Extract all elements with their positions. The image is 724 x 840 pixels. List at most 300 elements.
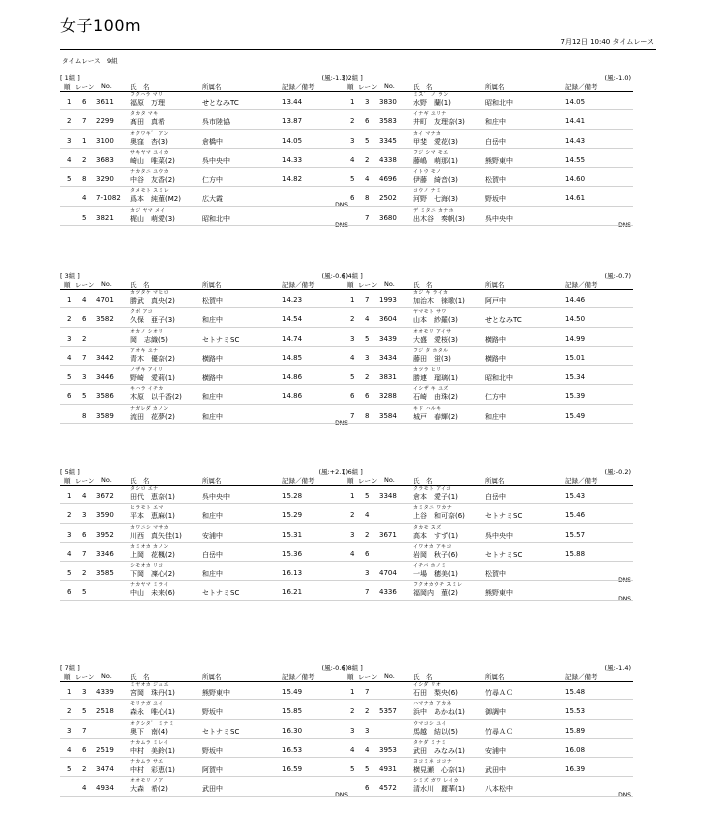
lane: 5 xyxy=(365,492,370,500)
result-time: 15.46 xyxy=(565,511,586,520)
athlete-name: 平本 恵麻(1) xyxy=(130,512,175,521)
col-rank: 順 xyxy=(64,673,71,681)
lane: 1 xyxy=(82,136,87,145)
athlete-kana: フジ シマ モエ xyxy=(413,149,449,156)
col-rank: 順 xyxy=(347,477,354,485)
result-row xyxy=(343,366,633,385)
header-rule xyxy=(60,49,656,50)
rank: 4 xyxy=(67,549,72,558)
team-name: 呉中央中 xyxy=(202,156,230,165)
bib-number: 4934 xyxy=(96,784,114,793)
row-divider xyxy=(343,796,633,797)
team-name: 和庄中 xyxy=(202,512,223,521)
bib-number: 4931 xyxy=(379,765,397,774)
col-name: 氏 名 xyxy=(413,673,433,681)
row-divider xyxy=(60,796,350,797)
col-name: 氏 名 xyxy=(413,281,433,289)
athlete-name: 爲本 純菫(M2) xyxy=(130,195,181,204)
lane: 2 xyxy=(365,155,370,164)
athlete-kana: イチバ ホノミ xyxy=(413,563,447,570)
team-name: 阿賀中 xyxy=(202,766,223,775)
result-row xyxy=(60,149,350,168)
team-name: 野坂中 xyxy=(485,195,506,204)
athlete-kana: ミス゛ ノ ラン xyxy=(413,92,449,98)
athlete-kana: キド ハルキ xyxy=(413,405,442,412)
team-name: 熊野東中 xyxy=(202,689,230,697)
athlete-name: 奥窪 杏(3) xyxy=(130,137,168,146)
result-row xyxy=(343,187,633,206)
result-time: 14.54 xyxy=(282,315,303,324)
result-time: 14.41 xyxy=(565,117,586,126)
athlete-name: 甲斐 愛花(3) xyxy=(413,137,458,146)
athlete-kana: ヒラモト エマ xyxy=(130,505,164,512)
athlete-kana: ミヤオカ ジュエ xyxy=(130,682,169,688)
column-header-row xyxy=(60,476,350,485)
athlete-name: 崎山 唯菜(2) xyxy=(130,156,175,165)
result-time: 15.49 xyxy=(565,411,586,420)
heat-header xyxy=(343,464,633,485)
team-name: 和庄中 xyxy=(202,393,223,402)
athlete-name: 久保 亜子(3) xyxy=(130,316,175,325)
result-time: 15.49 xyxy=(282,688,303,696)
lane: 2 xyxy=(365,530,370,539)
bib-number: 3434 xyxy=(379,353,397,362)
lane: 3 xyxy=(82,373,87,382)
bib-number: 3288 xyxy=(379,392,397,401)
rank: 1 xyxy=(67,98,72,106)
result-row xyxy=(60,347,350,366)
col-result: 記録／備考 xyxy=(565,83,598,91)
result-time: 14.61 xyxy=(565,194,586,203)
result-row xyxy=(343,543,633,562)
lane: 2 xyxy=(365,373,370,382)
athlete-name: 勝連 瑠璃(1) xyxy=(413,374,458,383)
team-name: 和庄中 xyxy=(485,118,506,127)
bib-number: 3582 xyxy=(96,315,114,324)
bib-number: 3290 xyxy=(96,175,114,184)
heat-header xyxy=(343,70,633,91)
col-team: 所属名 xyxy=(202,673,222,681)
athlete-kana: カツラ ヒリ xyxy=(413,367,442,374)
col-result: 記録／備考 xyxy=(282,281,315,289)
team-name: せとなみTC xyxy=(202,99,239,107)
athlete-kana: オカノ シオリ xyxy=(130,328,164,335)
bib-number: 3604 xyxy=(379,315,397,324)
athlete-name: 伊藤 綺音(3) xyxy=(413,176,458,185)
result-row xyxy=(60,187,350,210)
result-time: 15.29 xyxy=(282,511,303,520)
bib-number: 3821 xyxy=(96,213,114,222)
col-rank: 順 xyxy=(64,477,71,485)
bib-number: 3442 xyxy=(96,353,114,362)
team-name: 松賀中 xyxy=(202,297,223,305)
athlete-name: 上谷 和可奈(6) xyxy=(413,512,465,521)
wind-reading: (風:-0.7) xyxy=(604,272,631,280)
athlete-kana: アオキ ユナ xyxy=(130,347,159,354)
rank: 1 xyxy=(350,296,355,304)
col-name: 氏 名 xyxy=(413,477,433,485)
team-name: 野坂中 xyxy=(202,746,223,755)
team-name: 阿戸中 xyxy=(485,297,506,305)
race-subtitle: タイムレース 9組 xyxy=(62,57,118,65)
athlete-kana: ノザキ アイリ xyxy=(130,367,164,374)
team-name: 和庄中 xyxy=(202,316,223,325)
col-team: 所属名 xyxy=(485,477,505,485)
athlete-kana: フクオカウチ スミレ xyxy=(413,582,463,589)
col-no: No. xyxy=(384,280,395,288)
result-row xyxy=(60,308,350,327)
athlete-name: 一場 穂美(1) xyxy=(413,570,458,579)
page-title: 女子100m xyxy=(60,16,142,35)
rank: 4 xyxy=(350,353,355,362)
wind-reading: (風:-1.4) xyxy=(604,664,631,672)
athlete-kana: ナカムラ ミレイ xyxy=(130,739,169,746)
athlete-name: 木原 以千香(2) xyxy=(130,393,182,402)
bib-number: 3680 xyxy=(379,213,397,222)
result-time: 15.28 xyxy=(282,492,303,500)
lane: 3 xyxy=(365,726,370,735)
result-time: 14.60 xyxy=(565,175,586,184)
athlete-name: 野崎 愛莉(1) xyxy=(130,374,175,383)
athlete-kana: オクワキ゛ アン xyxy=(130,130,169,137)
team-name: 広大霞 xyxy=(202,195,223,204)
athlete-name: 井町 友理奈(3) xyxy=(413,118,465,127)
lane: 4 xyxy=(365,315,370,324)
lane: 4 xyxy=(82,296,87,304)
team-name: セトナミSC xyxy=(202,335,240,344)
result-row xyxy=(60,777,350,800)
col-result: 記録／備考 xyxy=(282,673,315,681)
col-lane: レーン xyxy=(358,477,378,485)
athlete-name: 石田 梨央(6) xyxy=(413,689,458,697)
col-no: No. xyxy=(384,672,395,680)
bib-number: 3345 xyxy=(379,136,397,145)
column-header-row xyxy=(343,280,633,289)
athlete-name: 福原 万理 xyxy=(130,99,165,107)
athlete-kana: モリナガ ユイ xyxy=(130,701,164,708)
result-time: 15.43 xyxy=(565,492,586,500)
team-name: 竹尋ＡＣ xyxy=(485,689,513,697)
team-name: 白岳中 xyxy=(485,493,506,501)
result-time: 14.74 xyxy=(282,334,303,343)
team-name: 武田中 xyxy=(485,766,506,775)
athlete-name: 浜中 あかね(1) xyxy=(413,708,465,717)
lane: 6 xyxy=(365,392,370,401)
result-row xyxy=(60,581,350,600)
row-divider xyxy=(343,225,633,226)
result-row xyxy=(343,562,633,585)
athlete-name: 下岡 凜心(2) xyxy=(130,570,175,579)
row-divider xyxy=(60,225,350,226)
result-time: 16.59 xyxy=(282,765,303,774)
col-no: No. xyxy=(384,476,395,484)
bib-number: 3830 xyxy=(379,98,397,106)
heat-header xyxy=(60,464,350,485)
athlete-kana: オオモリ ノア xyxy=(130,778,164,785)
heat-label: [ 3組 ] xyxy=(60,272,80,280)
athlete-kana: カジ キ ライカ xyxy=(413,290,449,296)
col-name: 氏 名 xyxy=(130,281,150,289)
athlete-name: 岡 志織(5) xyxy=(130,335,168,344)
athlete-kana: フクハラ マリ xyxy=(130,92,164,98)
result-row xyxy=(343,328,633,347)
bib-number: 3952 xyxy=(96,530,114,539)
col-name: 氏 名 xyxy=(130,673,150,681)
athlete-kana: デ ミタニ カナホ xyxy=(413,207,454,214)
result-note: DNS xyxy=(335,419,348,427)
bib-number: 3585 xyxy=(96,569,114,578)
heat-header xyxy=(60,660,350,681)
bib-number: 3348 xyxy=(379,492,397,500)
team-name: セトナミSC xyxy=(485,512,523,521)
result-row xyxy=(60,91,350,110)
athlete-name: 山本 紗羅(3) xyxy=(413,316,458,325)
heat-label: [ 8組 ] xyxy=(343,664,363,672)
rank: 6 xyxy=(67,392,72,401)
result-time: 13.44 xyxy=(282,98,303,106)
team-name: セトナミSC xyxy=(485,550,523,559)
athlete-kana: カジ ヤマ メイ xyxy=(130,207,166,214)
lane: 2 xyxy=(82,155,87,164)
rank: 2 xyxy=(350,707,355,716)
team-name: 横路中 xyxy=(485,335,506,344)
team-name: 竹尋ＡＣ xyxy=(485,727,513,736)
bib-number: 3611 xyxy=(96,98,114,106)
heat-label: [ 6組 ] xyxy=(343,468,363,476)
col-rank: 順 xyxy=(64,281,71,289)
lane: 4 xyxy=(365,745,370,754)
athlete-kana: ナカムラ サエ xyxy=(130,759,164,766)
result-row xyxy=(343,91,633,110)
athlete-kana: シモオカ リコ xyxy=(130,563,164,570)
result-row xyxy=(60,681,350,700)
athlete-kana: カワニシ マサカ xyxy=(130,524,169,531)
lane: 4 xyxy=(82,784,87,793)
result-time: 16.13 xyxy=(282,569,303,578)
wind-reading: (風:-0.6) xyxy=(321,664,348,672)
lane: 6 xyxy=(82,315,87,324)
result-time: 14.46 xyxy=(565,296,586,304)
result-time: 16.30 xyxy=(282,726,303,735)
heat-header xyxy=(343,660,633,681)
col-lane: レーン xyxy=(75,477,95,485)
result-time: 15.48 xyxy=(565,688,586,696)
lane: 6 xyxy=(365,784,370,793)
result-time: 15.36 xyxy=(282,549,303,558)
result-row xyxy=(60,700,350,719)
heat-block xyxy=(343,660,633,800)
lane: 8 xyxy=(82,411,87,420)
bib-number: 4704 xyxy=(379,569,397,578)
bib-number: 3953 xyxy=(379,745,397,754)
rank: 6 xyxy=(67,588,72,597)
result-row xyxy=(343,130,633,149)
rank: 5 xyxy=(67,175,72,184)
athlete-name: 加治木 徠歌(1) xyxy=(413,297,465,305)
wind-reading: (風:-1.3) xyxy=(321,74,348,82)
lane: 3 xyxy=(365,569,370,578)
team-name: セトナミSC xyxy=(202,727,240,736)
rank: 6 xyxy=(350,392,355,401)
result-row xyxy=(60,110,350,129)
col-no: No. xyxy=(101,672,112,680)
result-time: 15.85 xyxy=(282,707,303,716)
athlete-name: 勝武 真央(2) xyxy=(130,297,175,305)
athlete-name: 髙田 真希 xyxy=(130,118,165,127)
bib-number: 3831 xyxy=(379,373,397,382)
result-row xyxy=(343,504,633,523)
lane: 2 xyxy=(365,707,370,716)
team-name: 安浦中 xyxy=(485,746,506,755)
athlete-kana: タメモト スミレ xyxy=(130,188,169,195)
result-note: DNS xyxy=(618,577,631,585)
rank: 6 xyxy=(350,194,355,203)
heat-block xyxy=(60,70,350,229)
athlete-kana: ヨコミネ ココナ xyxy=(413,759,452,766)
result-time: 14.23 xyxy=(282,296,303,304)
team-name: 松賀中 xyxy=(485,176,506,185)
row-divider xyxy=(60,423,350,424)
lane: 8 xyxy=(365,411,370,420)
athlete-kana: ナカヤマ ミライ xyxy=(130,582,169,589)
rank: 2 xyxy=(67,511,72,520)
col-team: 所属名 xyxy=(202,83,222,91)
col-team: 所属名 xyxy=(202,281,222,289)
wind-reading: (風:-0.2) xyxy=(604,468,631,476)
col-rank: 順 xyxy=(64,83,71,91)
lane: 3 xyxy=(365,98,370,106)
result-time: 14.86 xyxy=(282,373,303,382)
result-row xyxy=(60,130,350,149)
bib-number: 2519 xyxy=(96,745,114,754)
lane: 8 xyxy=(365,194,370,203)
team-name: 松賀中 xyxy=(485,570,506,579)
row-divider xyxy=(60,600,350,601)
team-name: 横路中 xyxy=(485,354,506,363)
result-time: 15.89 xyxy=(565,726,586,735)
result-row xyxy=(60,562,350,581)
team-name: 昭和北中 xyxy=(485,374,513,383)
bib-number: 2299 xyxy=(96,117,114,126)
result-row xyxy=(60,405,350,427)
heat-block xyxy=(60,464,350,601)
result-row xyxy=(343,110,633,129)
heat-label: [ 7組 ] xyxy=(60,664,80,672)
athlete-name: 高本 すず(1) xyxy=(413,531,458,540)
result-row xyxy=(343,777,633,800)
rank: 3 xyxy=(350,726,355,735)
rank: 1 xyxy=(67,296,72,304)
col-result: 記録／備考 xyxy=(565,281,598,289)
rank: 5 xyxy=(67,765,72,774)
result-row xyxy=(60,385,350,404)
lane: 5 xyxy=(365,136,370,145)
result-row xyxy=(343,524,633,543)
lane: 7 xyxy=(365,688,370,696)
team-name: 八本松中 xyxy=(485,785,513,794)
result-time: 14.86 xyxy=(282,392,303,401)
athlete-name: 藤田 蛍(3) xyxy=(413,354,451,363)
rank: 2 xyxy=(350,315,355,324)
team-name: 昭和北中 xyxy=(202,214,230,223)
team-name: 呉市陸協 xyxy=(202,118,230,127)
heat-block xyxy=(60,268,350,427)
wind-reading: (風:-0.6) xyxy=(321,272,348,280)
col-rank: 順 xyxy=(347,83,354,91)
lane: 5 xyxy=(82,213,87,222)
team-name: 和庄中 xyxy=(202,412,223,421)
result-row xyxy=(60,328,350,347)
athlete-kana: クボ アコ xyxy=(130,309,153,316)
athlete-name: 大盛 愛桜(3) xyxy=(413,335,458,344)
col-lane: レーン xyxy=(358,281,378,289)
result-row xyxy=(343,681,633,700)
rank: 1 xyxy=(67,492,72,500)
result-time: 14.33 xyxy=(282,155,303,164)
col-lane: レーン xyxy=(75,83,95,91)
col-team: 所属名 xyxy=(485,83,505,91)
result-time: 13.87 xyxy=(282,117,303,126)
result-row xyxy=(343,581,633,604)
heat-block xyxy=(343,464,633,604)
team-name: 昭和北中 xyxy=(485,99,513,107)
col-result: 記録／備考 xyxy=(565,477,598,485)
athlete-kana: イナギ ユリナ xyxy=(413,111,447,118)
rank: 1 xyxy=(350,492,355,500)
team-name: セトナミSC xyxy=(202,589,240,598)
result-time: 15.01 xyxy=(565,353,586,362)
result-time: 16.21 xyxy=(282,588,303,597)
result-row xyxy=(343,758,633,777)
lane: 6 xyxy=(82,530,87,539)
athlete-name: 田代 恵奈(1) xyxy=(130,493,175,501)
lane: 6 xyxy=(365,117,370,126)
result-time: 14.43 xyxy=(565,136,586,145)
rank: 4 xyxy=(350,745,355,754)
result-time: 14.82 xyxy=(282,175,303,184)
athlete-name: 横見瀬 心奈(1) xyxy=(413,766,465,775)
team-name: 白岳中 xyxy=(202,550,223,559)
result-row xyxy=(60,543,350,562)
bib-number: 3671 xyxy=(379,530,397,539)
lane: 5 xyxy=(365,765,370,774)
rank: 4 xyxy=(67,155,72,164)
lane: 7 xyxy=(365,588,370,597)
bib-number: 4696 xyxy=(379,175,397,184)
athlete-name: 中村 彩恵(1) xyxy=(130,766,175,775)
result-time: 15.88 xyxy=(565,549,586,558)
lane: 7 xyxy=(365,296,370,304)
rank: 3 xyxy=(350,530,355,539)
col-no: No. xyxy=(384,82,395,90)
lane: 4 xyxy=(82,194,87,203)
column-header-row xyxy=(343,82,633,91)
athlete-kana: コウノ ナミ xyxy=(413,188,442,195)
athlete-name: 石崎 由珠(2) xyxy=(413,393,458,402)
lane: 8 xyxy=(82,175,87,184)
column-header-row xyxy=(60,82,350,91)
athlete-kana: キハラ イチカ xyxy=(130,386,164,393)
wind-reading: (風:+2.1) xyxy=(318,468,348,476)
result-row xyxy=(60,524,350,543)
result-time: 15.57 xyxy=(565,530,586,539)
rank: 2 xyxy=(67,707,72,716)
athlete-name: 梶山 萌愛(3) xyxy=(130,214,175,223)
team-name: 仁方中 xyxy=(202,176,223,185)
row-divider xyxy=(343,600,633,601)
bib-number: 3346 xyxy=(96,549,114,558)
athlete-name: 青木 優奈(2) xyxy=(130,354,175,363)
